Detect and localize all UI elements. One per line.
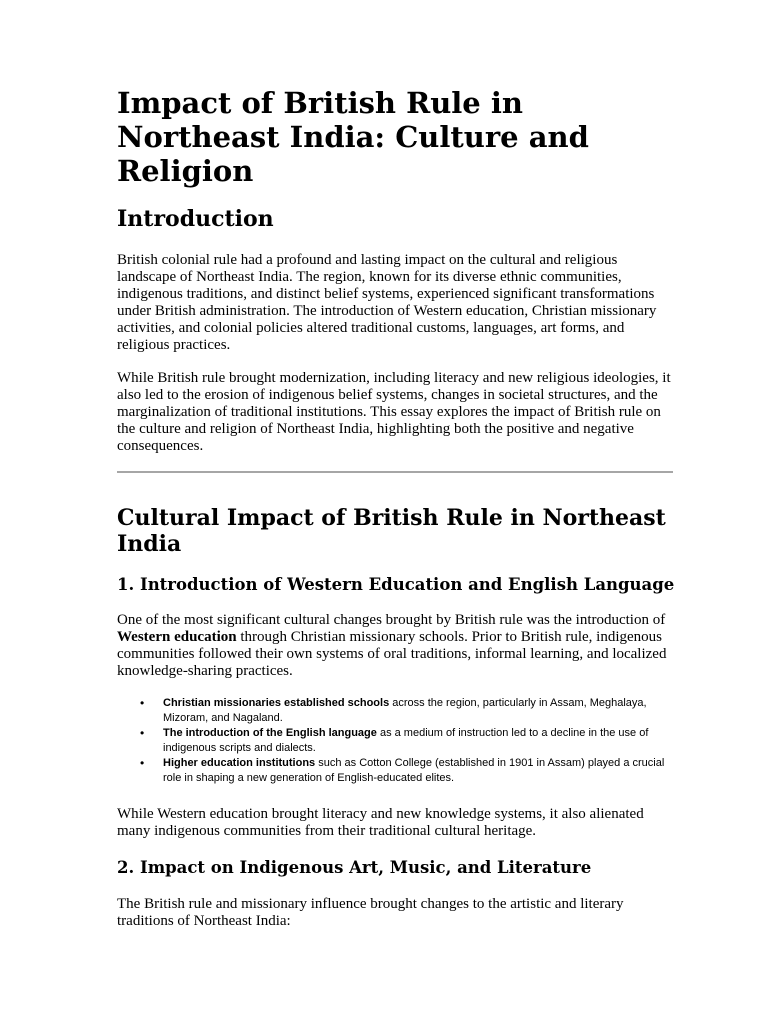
paragraph-text-start: One of the most significant cultural changes brought by British rule was the introduction of [117,612,666,628]
list-item [117,726,677,756]
bullet-icon: • [140,696,145,710]
paragraph-text-end: through Christian missionary schools. Prior to British rule, indigenous communities followed their own systems of oral traditions, informal learning, and localized knowledge-sharing practices. [117,629,667,679]
list-item-bold: Christian missionaries established schools [163,697,390,709]
subsection-1-paragraph [117,612,677,680]
list-item-bold: The introduction of the English language [163,727,377,739]
subsection-1-heading: 1. Introduction of Western Education and English Language [117,575,675,594]
introduction-paragraph-2: While British rule brought modernization, including literacy and new religious ideologies, it also led to the erosion of indigenous belief systems, changes in societal structures, and the marginalization of traditional institutions. This essay explores the impact of British rule on the culture and religion of Northeast India, highlighting both the positive and negative consequences. [117,370,671,454]
bullet-icon: • [140,756,145,770]
list-item-text: across the region, particularly in Assam, Meghalaya, Mizoram, and Nagaland. [163,697,647,724]
subsection-2-paragraph: The British rule and missionary influence brought changes to the artistic and literary traditions of Northeast India: [117,896,624,929]
list-item-text: as a medium of instruction led to a decline in the use of indigenous scripts and dialects. [163,727,649,754]
document-page [117,86,677,930]
subsection-2-heading: 2. Impact on Indigenous Art, Music, and Literature [117,858,592,877]
introduction-paragraph-1: British colonial rule had a profound and lasting impact on the cultural and religious landscape of Northeast India. The region, known for its diverse ethnic communities, indigenous traditions, and distinct belief systems, experienced significant transformations under British administration. The introduction of Western education, Christian missionary activities, and colonial policies altered traditional customs, languages, art forms, and religious practices. [117,252,657,353]
section-divider [117,471,673,473]
list-item [117,696,677,726]
list-item-text: such as Cotton College (established in 1901 in Assam) played a crucial role in shaping a new generation of English-educated elites. [163,757,665,784]
document-title: Impact of British Rule in Northeast India: Culture and Religion [117,86,589,188]
western-education-emphasis: Western education [117,629,237,645]
bullet-icon: • [140,726,145,740]
introduction-heading: Introduction [117,206,274,232]
cultural-impact-heading: Cultural Impact of British Rule in Northeast India [117,505,666,557]
subsection-1-conclusion: While Western education brought literacy and new knowledge systems, it also alienated many indigenous communities from their traditional cultural heritage. [117,806,644,839]
bullet-list [117,696,677,786]
list-item-bold: Higher education institutions [163,757,316,769]
list-item [117,756,677,786]
